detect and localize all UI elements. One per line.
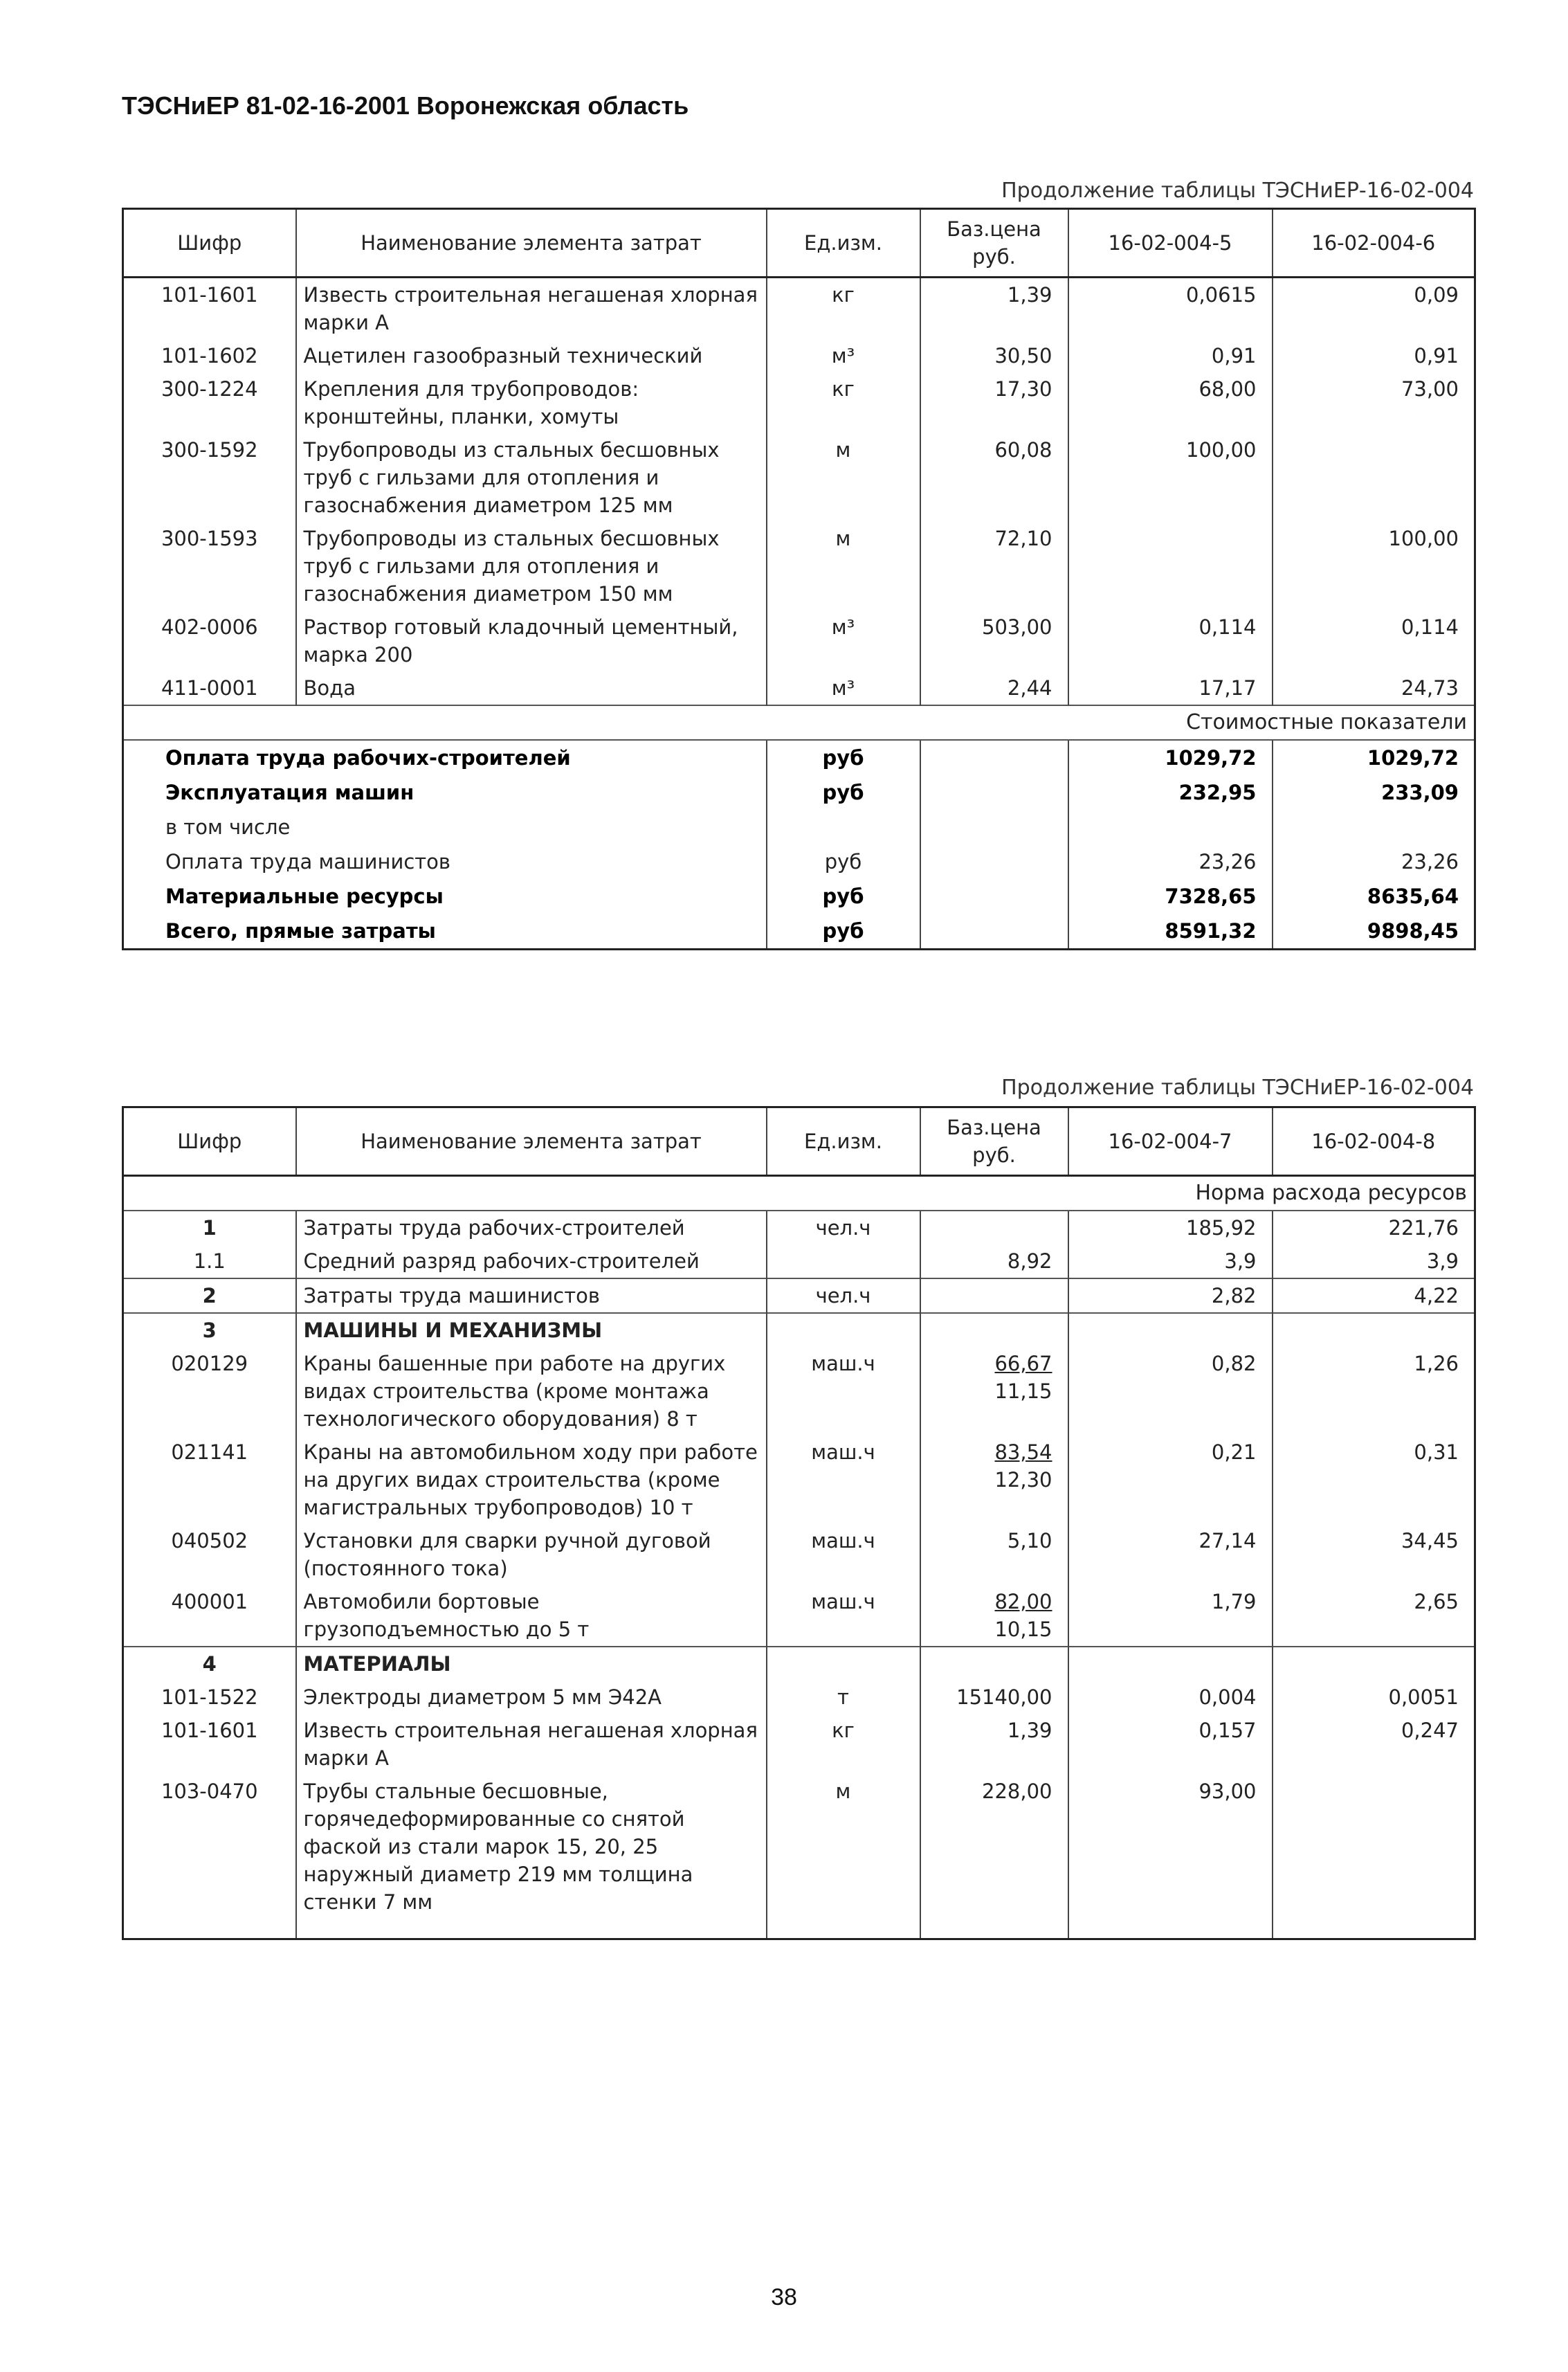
table-row [123, 1278, 1475, 1313]
unit: м [767, 522, 920, 610]
total-value: 1029,72 [1273, 740, 1475, 775]
total-label: Оплата труда рабочих-строителей [165, 746, 571, 770]
resource-name: МАТЕРИАЛЫ [296, 1647, 767, 1681]
resource-code: 101-1601 [161, 1719, 258, 1742]
base-price: 5,10 [920, 1524, 1068, 1585]
resource-table-2 [122, 1106, 1476, 1940]
resource-name: Трубы стальные бесшовные, горячедеформированные со снятой фаской из стали марок 15, 20, 25 наружный диаметр 219 мм толщина стенки 7 мм [296, 1775, 767, 1919]
base-price-value: 83,54 [994, 1440, 1052, 1464]
resource-code: 4 [123, 1647, 296, 1681]
unit: руб [767, 740, 920, 775]
norm-value: 0,09 [1273, 278, 1475, 340]
total-value: 1029,72 [1068, 740, 1273, 775]
operator-wage-value: 11,15 [994, 1379, 1052, 1403]
norm-value: 3,9 [1068, 1244, 1273, 1278]
norm-value: 0,91 [1273, 339, 1475, 372]
resource-name: Затраты труда рабочих-строителей [296, 1211, 767, 1244]
resource-code: 300-1224 [161, 377, 258, 401]
unit: чел.ч [767, 1211, 920, 1244]
total-value: 8591,32 [1068, 914, 1273, 950]
norm-value: 1,79 [1068, 1585, 1273, 1647]
base-price [920, 1585, 1068, 1647]
base-price [920, 1211, 1068, 1244]
base-price: 8,92 [920, 1244, 1068, 1278]
norm-value [1273, 433, 1475, 522]
table-continuation-label: Продолжение таблицы ТЭСНиЕР-16-02-004 [1001, 179, 1474, 203]
base-price: 503,00 [920, 610, 1068, 671]
header-code: Шифр [123, 1107, 296, 1176]
resource-code: 1.1 [193, 1249, 226, 1273]
unit [767, 810, 920, 844]
norm-value: 3,9 [1273, 1244, 1475, 1278]
base-price [920, 879, 1068, 914]
resource-name: Трубопроводы из стальных бесшовных труб с гильзами для отопления и газоснабжения диаметром 150 мм [296, 522, 767, 610]
resource-code: 040502 [171, 1529, 248, 1552]
resource-code: 300-1592 [161, 438, 258, 462]
norm-value [1273, 1313, 1475, 1347]
header-unit: Ед.изм. [767, 1107, 920, 1176]
table-row [123, 339, 1475, 372]
total-row [123, 775, 1475, 810]
resource-name: Известь строительная негашеная хлорная марки А [296, 278, 767, 340]
total-value: 8635,64 [1273, 879, 1475, 914]
base-price: 2,44 [920, 671, 1068, 705]
norm-value: 73,00 [1273, 372, 1475, 433]
total-value: 23,26 [1068, 844, 1273, 879]
total-value: 233,09 [1273, 775, 1475, 810]
table-row [123, 1313, 1475, 1347]
resource-name: Электроды диаметром 5 мм Э42А [296, 1681, 767, 1714]
header-name: Наименование элемента затрат [296, 1107, 767, 1176]
table-row [123, 1775, 1475, 1919]
base-price [920, 1647, 1068, 1681]
unit: маш.ч [767, 1524, 920, 1585]
total-value [1068, 810, 1273, 844]
unit: маш.ч [767, 1436, 920, 1524]
table-continuation-label: Продолжение таблицы ТЭСНиЕР-16-02-004 [1001, 1076, 1474, 1100]
total-row [123, 914, 1475, 950]
unit [767, 1313, 920, 1347]
resource-code: 2 [123, 1278, 296, 1313]
document-header: ТЭСНиЕР 81-02-16-2001 Воронежская область [122, 91, 689, 120]
section-band [123, 705, 1475, 740]
table-row [123, 1585, 1475, 1647]
unit: кг [767, 1714, 920, 1775]
table-row [123, 610, 1475, 671]
unit: м³ [767, 610, 920, 671]
norm-value: 2,65 [1273, 1585, 1475, 1647]
table-header-row [123, 209, 1475, 278]
total-row [123, 844, 1475, 879]
total-label: в том числе [165, 815, 291, 839]
resource-name: Крепления для трубопроводов: кронштейны, планки, хомуты [296, 372, 767, 433]
table-spacer-row [123, 1919, 1475, 1939]
norm-value: 0,004 [1068, 1681, 1273, 1714]
table-header-row [123, 1107, 1475, 1176]
spacer-cell [767, 1919, 920, 1939]
total-label: Всего, прямые затраты [165, 919, 436, 943]
spacer-cell [1273, 1919, 1475, 1939]
total-label: Оплата труда машинистов [165, 850, 450, 873]
resource-name: Средний разряд рабочих-строителей [296, 1244, 767, 1278]
base-price: 17,30 [920, 372, 1068, 433]
unit [767, 1244, 920, 1278]
total-row [123, 740, 1475, 775]
operator-wage-value: 12,30 [994, 1468, 1052, 1492]
table-row [123, 433, 1475, 522]
norm-value: 34,45 [1273, 1524, 1475, 1585]
base-price: 15140,00 [920, 1681, 1068, 1714]
header-col-2: 16-02-004-6 [1273, 209, 1475, 278]
table-row [123, 1244, 1475, 1278]
norm-value: 0,0051 [1273, 1681, 1475, 1714]
resource-table-1 [122, 208, 1476, 950]
resource-code: 101-1602 [161, 344, 258, 368]
table-row [123, 372, 1475, 433]
norm-value: 100,00 [1273, 522, 1475, 610]
unit: кг [767, 372, 920, 433]
base-price: 228,00 [920, 1775, 1068, 1919]
unit [767, 1647, 920, 1681]
resource-name: Вода [296, 671, 767, 705]
total-value: 23,26 [1273, 844, 1475, 879]
operator-wage-value: 10,15 [994, 1618, 1052, 1641]
total-row [123, 810, 1475, 844]
base-price: 1,39 [920, 1714, 1068, 1775]
base-price [920, 1278, 1068, 1313]
page-number: 38 [771, 2284, 797, 2310]
table-row [123, 1347, 1475, 1436]
resource-name: Ацетилен газообразный технический [296, 339, 767, 372]
table-row [123, 278, 1475, 340]
header-code: Шифр [123, 209, 296, 278]
norm-value: 0,114 [1273, 610, 1475, 671]
norm-value: 0,21 [1068, 1436, 1273, 1524]
resource-code: 400001 [171, 1590, 248, 1613]
resource-name: Трубопроводы из стальных бесшовных труб с гильзами для отопления и газоснабжения диаметром 125 мм [296, 433, 767, 522]
norm-value: 0,114 [1068, 610, 1273, 671]
total-value [1273, 810, 1475, 844]
total-label: Эксплуатация машин [165, 781, 414, 804]
section-band-label: Стоимостные показатели [123, 705, 1475, 740]
resource-name: Краны на автомобильном ходу при работе на других видах строительства (кроме магистральных трубопроводов) 10 т [296, 1436, 767, 1524]
resource-name: Автомобили бортовые грузоподъемностью до 5 т [296, 1585, 767, 1647]
unit: м³ [767, 339, 920, 372]
base-price [920, 914, 1068, 950]
unit: руб [767, 879, 920, 914]
spacer-cell [920, 1919, 1068, 1939]
norm-value: 0,0615 [1068, 278, 1273, 340]
norm-value: 0,157 [1068, 1714, 1273, 1775]
base-price [920, 1436, 1068, 1524]
norm-value: 100,00 [1068, 433, 1273, 522]
header-col-1: 16-02-004-5 [1068, 209, 1273, 278]
base-price [920, 844, 1068, 879]
resource-code: 021141 [171, 1440, 248, 1464]
norm-value [1068, 1647, 1273, 1681]
unit: маш.ч [767, 1585, 920, 1647]
unit: чел.ч [767, 1278, 920, 1313]
total-value: 232,95 [1068, 775, 1273, 810]
norm-value: 93,00 [1068, 1775, 1273, 1919]
resource-code: 1 [123, 1211, 296, 1244]
resource-name: МАШИНЫ И МЕХАНИЗМЫ [296, 1313, 767, 1347]
base-price [920, 740, 1068, 775]
base-price: 72,10 [920, 522, 1068, 610]
total-row [123, 879, 1475, 914]
norm-value: 24,73 [1273, 671, 1475, 705]
resource-name: Затраты труда машинистов [296, 1278, 767, 1313]
resource-name: Установки для сварки ручной дуговой (постоянного тока) [296, 1524, 767, 1585]
resource-code: 300-1593 [161, 527, 258, 550]
header-name: Наименование элемента затрат [296, 209, 767, 278]
norm-value [1068, 522, 1273, 610]
spacer-cell [296, 1919, 767, 1939]
base-price: 60,08 [920, 433, 1068, 522]
table-row [123, 1647, 1475, 1681]
unit: руб [767, 775, 920, 810]
total-value: 9898,45 [1273, 914, 1475, 950]
norm-value: 27,14 [1068, 1524, 1273, 1585]
norm-value: 0,91 [1068, 339, 1273, 372]
norm-value [1068, 1313, 1273, 1347]
header-col-2: 16-02-004-8 [1273, 1107, 1475, 1176]
norm-value: 68,00 [1068, 372, 1273, 433]
norm-value: 2,82 [1068, 1278, 1273, 1313]
table-row [123, 1211, 1475, 1244]
header-price: Баз.цена руб. [920, 209, 1068, 278]
base-price: 30,50 [920, 339, 1068, 372]
unit: м [767, 1775, 920, 1919]
base-price-value: 66,67 [994, 1352, 1052, 1375]
table-row [123, 522, 1475, 610]
resource-code: 101-1522 [161, 1685, 258, 1709]
unit: руб [767, 914, 920, 950]
base-price [920, 1313, 1068, 1347]
resource-code: 020129 [171, 1352, 248, 1375]
base-price: 1,39 [920, 278, 1068, 340]
norm-value: 0,247 [1273, 1714, 1475, 1775]
norm-value: 185,92 [1068, 1211, 1273, 1244]
norm-value [1273, 1647, 1475, 1681]
norm-value: 221,76 [1273, 1211, 1475, 1244]
resource-code: 103-0470 [161, 1780, 258, 1803]
table-row [123, 1436, 1475, 1524]
unit: маш.ч [767, 1347, 920, 1436]
unit: т [767, 1681, 920, 1714]
unit: руб [767, 844, 920, 879]
resource-name: Известь строительная негашеная хлорная марки А [296, 1714, 767, 1775]
base-price [920, 1347, 1068, 1436]
section-band-label: Норма расхода ресурсов [123, 1176, 1475, 1211]
resource-name: Раствор готовый кладочный цементный, марка 200 [296, 610, 767, 671]
table-row [123, 1681, 1475, 1714]
norm-value: 0,31 [1273, 1436, 1475, 1524]
norm-value: 17,17 [1068, 671, 1273, 705]
resource-code: 101-1601 [161, 283, 258, 307]
header-unit: Ед.изм. [767, 209, 920, 278]
unit: кг [767, 278, 920, 340]
norm-value: 0,82 [1068, 1347, 1273, 1436]
resource-name: Краны башенные при работе на других видах строительства (кроме монтажа технологического оборудования) 8 т [296, 1347, 767, 1436]
resource-code: 3 [123, 1313, 296, 1347]
base-price [920, 775, 1068, 810]
resource-code: 411-0001 [161, 676, 258, 700]
spacer-cell [123, 1919, 296, 1939]
total-value: 7328,65 [1068, 879, 1273, 914]
total-label: Материальные ресурсы [165, 885, 444, 908]
unit: м [767, 433, 920, 522]
table-row [123, 1524, 1475, 1585]
base-price [920, 810, 1068, 844]
base-price-value: 82,00 [994, 1590, 1052, 1613]
norm-value: 1,26 [1273, 1347, 1475, 1436]
norm-value: 4,22 [1273, 1278, 1475, 1313]
header-col-1: 16-02-004-7 [1068, 1107, 1273, 1176]
spacer-cell [1068, 1919, 1273, 1939]
table-row [123, 1714, 1475, 1775]
resource-code: 402-0006 [161, 615, 258, 639]
unit: м³ [767, 671, 920, 705]
table-row [123, 671, 1475, 705]
section-band [123, 1176, 1475, 1211]
header-price: Баз.цена руб. [920, 1107, 1068, 1176]
norm-value [1273, 1775, 1475, 1919]
